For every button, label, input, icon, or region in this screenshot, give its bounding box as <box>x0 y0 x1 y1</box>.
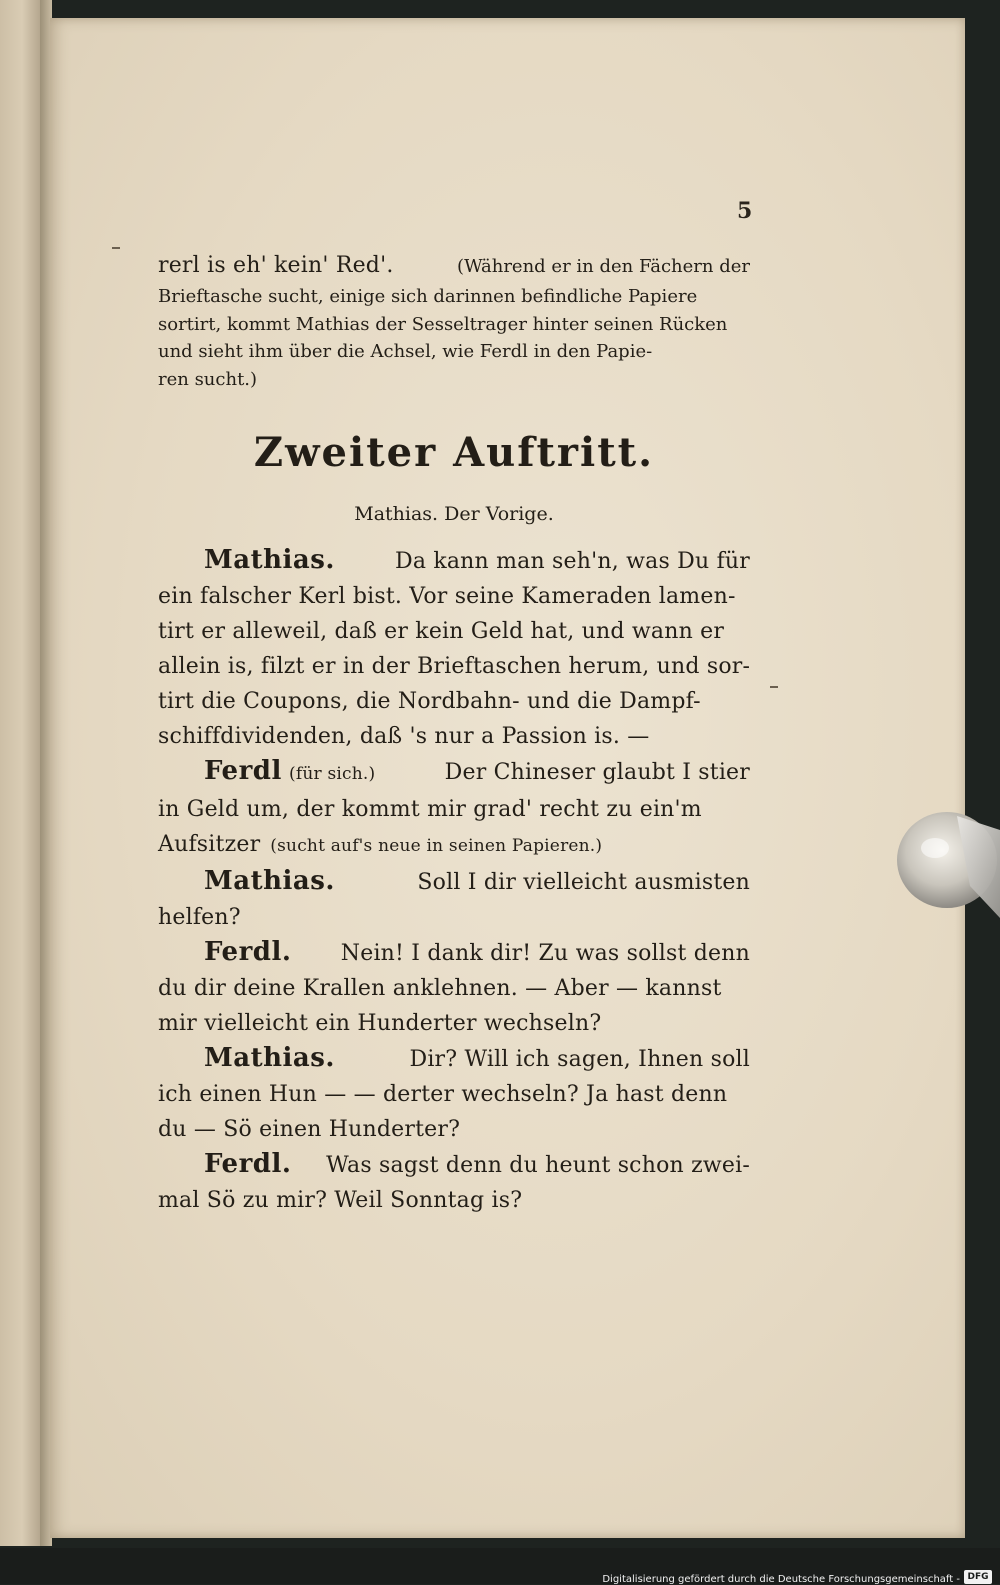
speaker-name: Ferdl. <box>204 1149 292 1180</box>
text-line <box>158 366 750 394</box>
line-text: ich einen Hun — — derter wechseln? Ja hast denn <box>158 1082 728 1108</box>
dialogue-line <box>158 649 750 684</box>
footer-credit: Digitalisierung gefördert durch die Deutsche Forschungsgemeinschaft - <box>602 1574 960 1585</box>
dialogue-line <box>158 935 750 971</box>
dialogue-line <box>158 754 750 792</box>
line-text: du — Sö einen Hunderter? <box>158 1117 461 1143</box>
line-text: mal Sö zu mir? Weil Sonntag is? <box>158 1188 523 1214</box>
dialogue-line <box>158 719 750 754</box>
dialogue-line <box>158 1183 750 1218</box>
page-text <box>158 248 750 1218</box>
dialogue-line <box>158 864 750 900</box>
dialogue-line <box>158 827 750 864</box>
speaker-with-stage <box>204 754 375 792</box>
scanner-clip <box>895 808 1000 918</box>
dialogue-line <box>158 1112 750 1147</box>
line-text: tirt die Coupons, die Nordbahn- und die Dampf- <box>158 689 701 715</box>
text-line <box>158 311 750 339</box>
line-text: Was sagst denn du heunt schon zwei- <box>326 1153 750 1179</box>
dialogue-line <box>158 614 750 649</box>
speaker-name: Ferdl. <box>204 937 292 968</box>
line-text: schiffdividenden, daß 's nur a Passion is. — <box>158 724 650 750</box>
stage-direction: (sucht auf's neue in seinen Papieren.) <box>270 836 603 857</box>
dialogue-line <box>158 1077 750 1112</box>
dialogue-line <box>158 684 750 719</box>
dfg-logo: DFG <box>964 1570 992 1584</box>
dialogue-line <box>158 1147 750 1183</box>
speaker-name: Ferdl <box>204 756 282 787</box>
stage-direction: Brieftasche sucht, einige sich darinnen befindliche Papiere <box>158 286 698 307</box>
line-text: Der Chineser glaubt I stier <box>444 760 750 786</box>
facing-page-edge <box>0 0 40 1546</box>
line-text: mir vielleicht ein Hunderter wechseln? <box>158 1011 602 1037</box>
line-text: du dir deine Krallen anklehnen. — Aber — kannst <box>158 976 722 1002</box>
dialogue-line <box>158 579 750 614</box>
dialogue-line <box>158 543 750 579</box>
line-text: Soll I dir vielleicht ausmisten <box>417 870 750 896</box>
text-line <box>158 283 750 311</box>
margin-mark <box>770 686 778 688</box>
dialogue-line <box>158 792 750 827</box>
dialogue-line <box>158 1041 750 1077</box>
page-number: 5 <box>737 198 753 224</box>
stage-direction: (für sich.) <box>289 764 376 785</box>
line-text: Nein! I dank dir! Zu was sollst denn <box>340 941 750 967</box>
line-text: tirt er alleweil, daß er kein Geld hat, und wann er <box>158 619 725 645</box>
text-line <box>158 248 750 283</box>
scene-heading: Zweiter Auftritt. <box>253 429 655 477</box>
cast-list: Mathias. Der Vorige. <box>354 503 554 526</box>
text-line <box>158 338 750 366</box>
stage-direction: sortirt, kommt Mathias der Sesseltrager hinter seinen Rücken <box>158 313 728 335</box>
dialogue-line <box>158 900 750 935</box>
speaker-name: Mathias. <box>204 545 335 576</box>
line-text: helfen? <box>158 905 241 931</box>
dialogue-line <box>158 1006 750 1041</box>
stage-direction: (Während er in den Fächern der <box>457 256 750 277</box>
speaker-name: Mathias. <box>204 866 335 897</box>
line-text: ein falscher Kerl bist. Vor seine Kameraden lamen- <box>158 584 736 610</box>
line-text: rerl is eh' kein' Red'. <box>158 253 394 278</box>
stage-direction: und sieht ihm über die Achsel, wie Ferdl in den Papie- <box>158 341 653 363</box>
line-text: Dir? Will ich sagen, Ihnen soll <box>409 1047 750 1073</box>
line-text: Da kann man seh'n, was Du für <box>394 549 750 575</box>
dialogue-line <box>158 971 750 1006</box>
line-text: Aufsitzer <box>158 832 261 858</box>
line-text: in Geld um, der kommt mir grad' recht zu ein'm <box>158 797 702 823</box>
line-text: allein is, filzt er in der Brieftaschen herum, und sor- <box>158 654 751 680</box>
stage-direction: ren sucht.) <box>158 368 258 390</box>
margin-mark <box>112 247 120 249</box>
speaker-name: Mathias. <box>204 1043 335 1074</box>
